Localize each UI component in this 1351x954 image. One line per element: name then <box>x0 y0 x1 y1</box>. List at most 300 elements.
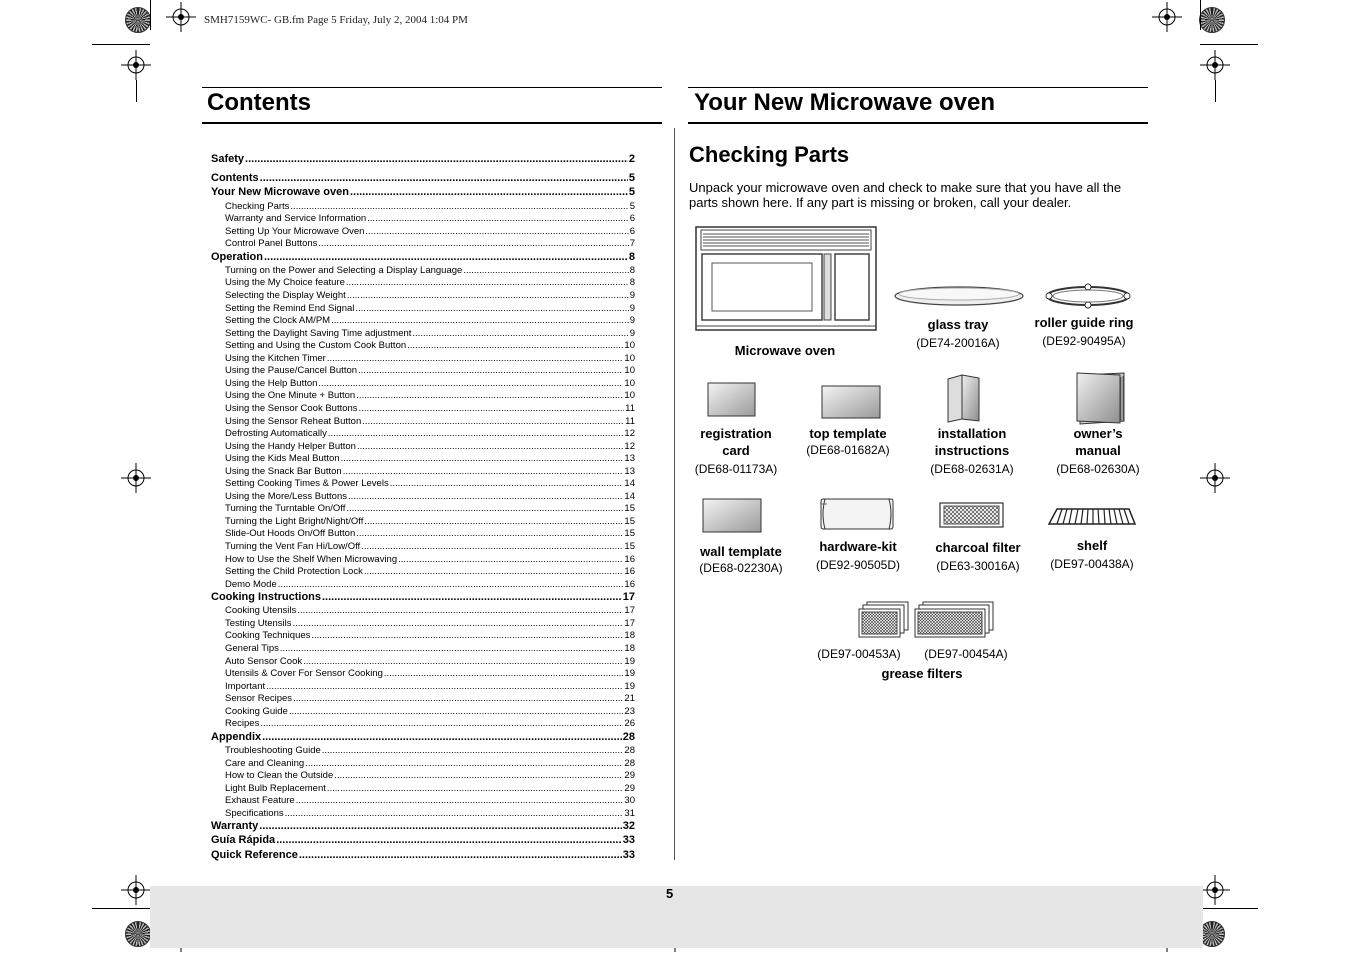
registration-disc <box>125 921 151 947</box>
part-code: (DE68-02631A) <box>930 462 1014 476</box>
shelf-image <box>1047 507 1137 527</box>
toc-entry-page: 10 <box>624 365 635 377</box>
toc-entry-page: 14 <box>624 478 635 490</box>
checking-parts-title: Checking Parts <box>689 142 850 167</box>
part-name: charcoal filter <box>935 540 1021 555</box>
toc-leader-dots <box>322 745 624 756</box>
toc-entry-label: Selecting the Display Weight <box>225 290 346 302</box>
part-code: (DE68-01682A) <box>806 443 890 457</box>
title-rule-top <box>202 87 662 88</box>
toc-leader-dots <box>350 186 628 198</box>
toc-entry-label: Appendix <box>211 730 262 743</box>
toc-entry <box>211 554 635 567</box>
toc-entry-label: Slide-Out Hoods On/Off Button <box>225 528 356 540</box>
top-template-image <box>821 385 882 420</box>
toc-entry <box>211 186 635 200</box>
toc-leader-dots <box>463 265 628 276</box>
part-installation-instructions <box>912 425 1032 477</box>
toc-leader-dots <box>361 541 623 552</box>
toc-entry-page: 9 <box>629 327 635 339</box>
toc-entry-page: 10 <box>624 340 635 352</box>
toc-entry-page: 9 <box>629 315 635 327</box>
toc-entry-label: Using the My Choice feature <box>225 277 345 289</box>
toc-entry-page: 11 <box>625 415 635 427</box>
toc-entry-label: Guía Rápida <box>211 834 276 847</box>
toc-entry-page: 9 <box>629 290 635 302</box>
part-charcoal-filter <box>917 539 1039 574</box>
part-name: owner’s manual <box>1073 426 1123 458</box>
toc-entry <box>211 378 635 391</box>
toc-entry-label: Sensor Recipes <box>225 693 293 705</box>
toc-leader-dots <box>305 758 623 769</box>
toc-entry-label: Cooking Guide <box>225 705 288 717</box>
toc-entry-page: 21 <box>624 693 635 705</box>
toc-entry-page: 8 <box>628 250 635 263</box>
toc-entry-page: 26 <box>624 718 635 730</box>
toc-entry-page: 15 <box>624 540 635 552</box>
toc-entry <box>211 226 635 239</box>
part-wall-template <box>686 543 796 576</box>
toc-entry <box>211 783 635 796</box>
toc-entry-label: Setting the Remind End Signal <box>225 302 355 314</box>
toc-entry-label: Using the Help Button <box>225 377 318 389</box>
toc-leader-dots <box>364 566 624 577</box>
toc-entry <box>211 340 635 353</box>
part-code: (DE97-00453A) <box>817 647 901 661</box>
toc-entry-page: 28 <box>624 745 635 756</box>
toc-leader-dots <box>347 290 629 301</box>
toc-entry <box>211 643 635 656</box>
toc-leader-dots <box>327 353 624 364</box>
toc-entry-label: Setting Cooking Times & Power Levels <box>225 478 389 490</box>
toc-entry-page: 29 <box>624 770 635 782</box>
toc-entry <box>211 834 635 848</box>
title-rule-bottom <box>202 122 662 124</box>
registration-disc <box>125 7 151 33</box>
hardware-kit-image <box>819 496 895 532</box>
toc-entry-label: Turning the Light Bright/Night/Off <box>225 515 364 527</box>
title-rule-bottom <box>688 122 1148 124</box>
crosshair-mark <box>1200 50 1230 80</box>
toc-entry-page: 15 <box>624 503 635 515</box>
file-header: SMH7159WC- GB.fm Page 5 Friday, July 2, 2004 1:04 PM <box>204 14 468 26</box>
toc-entry-page: 10 <box>624 377 635 389</box>
toc-entry <box>211 668 635 681</box>
part-name: roller guide ring <box>1034 315 1134 330</box>
part-name: grease filters <box>881 666 963 681</box>
part-code: (DE68-02230A) <box>699 561 783 575</box>
toc-entry-label: Safety <box>211 153 245 165</box>
toc-entry-page: 28 <box>624 757 635 769</box>
part-code: (DE97-00454A) <box>924 647 1008 661</box>
toc-entry-label: Warranty <box>211 820 259 833</box>
toc-entry <box>211 820 635 834</box>
toc-entry <box>211 656 635 669</box>
toc-entry-page: 13 <box>624 453 635 465</box>
toc-entry-label: Important <box>225 680 266 692</box>
toc-entry <box>211 390 635 403</box>
toc-entry-label: Using the More/Less Buttons <box>225 490 347 502</box>
grease-filter-code-b <box>911 646 1021 662</box>
toc-entry <box>211 808 635 821</box>
toc-leader-dots <box>318 238 628 249</box>
toc-entry-page: 17 <box>624 605 635 617</box>
toc-leader-dots <box>262 731 622 743</box>
toc-leader-dots <box>293 618 624 629</box>
part-name: installation instructions <box>934 426 1010 458</box>
toc-entry-label: Using the Kitchen Timer <box>225 352 326 364</box>
toc-leader-dots <box>259 820 621 832</box>
toc-entry-page: 31 <box>624 807 635 819</box>
crop-line <box>136 80 137 102</box>
toc-leader-dots <box>289 706 624 717</box>
toc-entry <box>211 491 635 504</box>
grease-filter-code-a <box>804 646 914 662</box>
toc-entry-label: Testing Utensils <box>225 617 292 629</box>
toc-entry <box>211 566 635 579</box>
toc-leader-dots <box>296 795 624 806</box>
toc-entry <box>211 277 635 290</box>
toc-leader-dots <box>245 153 628 165</box>
page-number: 5 <box>666 886 674 901</box>
toc-leader-dots <box>297 605 623 616</box>
crop-line <box>150 0 151 30</box>
toc-leader-dots <box>322 591 622 603</box>
toc-entry-label: Specifications <box>225 807 284 819</box>
toc-entry-page: 33 <box>622 834 635 847</box>
toc-entry <box>211 516 635 529</box>
part-shelf <box>1036 537 1148 572</box>
toc-leader-dots <box>412 328 628 339</box>
toc-entry-page: 10 <box>624 352 635 364</box>
toc-entry <box>211 365 635 378</box>
toc-entry <box>211 618 635 631</box>
column-divider <box>674 128 675 860</box>
part-code: (DE74-20016A) <box>916 336 1000 350</box>
toc-entry-label: Turning the Vent Fan Hi/Low/Off <box>225 540 361 552</box>
crop-line <box>92 44 150 45</box>
toc-entry-label: Auto Sensor Cook <box>225 655 303 667</box>
toc-leader-dots <box>290 201 628 212</box>
toc-entry-page: 13 <box>624 465 635 477</box>
toc-entry-label: How to Use the Shelf When Microwaving <box>225 553 398 565</box>
part-code: (DE68-02630A) <box>1056 462 1140 476</box>
part-name: registration card <box>700 426 772 458</box>
toc-entry-label: Demo Mode <box>225 578 277 590</box>
toc-entry-page: 23 <box>624 705 635 717</box>
toc-entry-label: Control Panel Buttons <box>225 238 318 250</box>
part-roller-guide-ring <box>1024 314 1144 349</box>
toc-entry-label: Turning on the Power and Selecting a Display Language <box>225 264 463 276</box>
toc-entry <box>211 213 635 226</box>
toc-entry-page: 12 <box>624 428 635 440</box>
part-code: (DE68-01173A) <box>694 462 778 476</box>
toc-entry <box>211 251 635 265</box>
toc-entry-page: 19 <box>624 680 635 692</box>
part-code: (DE92-90495A) <box>1042 334 1126 348</box>
toc-entry-page: 5 <box>629 200 635 212</box>
toc-entry-page: 19 <box>624 655 635 667</box>
toc-entry <box>211 541 635 554</box>
toc-entry-label: Setting the Child Protection Lock <box>225 566 363 578</box>
toc-entry-page: 7 <box>629 238 635 250</box>
toc-entry-label: Exhaust Feature <box>225 795 295 807</box>
toc-entry-label: How to Clean the Outside <box>225 770 334 782</box>
toc-leader-dots <box>341 453 624 464</box>
toc-entry <box>211 605 635 618</box>
toc-leader-dots <box>359 403 625 414</box>
toc-leader-dots <box>311 630 623 641</box>
part-name: glass tray <box>927 317 989 332</box>
toc-entry <box>211 353 635 366</box>
part-grease-filters <box>862 665 982 682</box>
toc-leader-dots <box>278 579 624 590</box>
toc-entry-label: Using the One Minute + Button <box>225 390 356 402</box>
contents-title: Contents <box>207 89 311 116</box>
toc-entry-page: 16 <box>624 566 635 578</box>
part-microwave-oven <box>715 342 855 359</box>
toc-entry <box>211 153 635 167</box>
toc-leader-dots <box>356 528 623 539</box>
toc-leader-dots <box>358 365 623 376</box>
toc-entry-page: 29 <box>624 782 635 794</box>
toc-entry-label: Defrosting Automatically <box>225 428 327 440</box>
grease-filter-large-image <box>913 601 995 639</box>
part-name: top template <box>809 426 887 441</box>
toc-leader-dots <box>285 808 624 819</box>
toc-entry-page: 9 <box>629 302 635 314</box>
toc-entry-page: 32 <box>622 820 635 833</box>
toc-entry-label: Warranty and Service Information <box>225 213 367 225</box>
registration-disc <box>1199 7 1225 33</box>
toc-entry-label: Contents <box>211 172 259 185</box>
toc-entry-label: Cooking Utensils <box>225 605 297 617</box>
toc-leader-dots <box>327 783 624 794</box>
crosshair-mark <box>121 875 151 905</box>
toc-entry-page: 15 <box>624 515 635 527</box>
toc-leader-dots <box>390 478 624 489</box>
part-glass-tray <box>898 316 1018 351</box>
toc-leader-dots <box>367 213 629 224</box>
title-rule-top <box>688 87 1148 88</box>
toc-entry <box>211 718 635 731</box>
crop-line <box>1200 44 1258 45</box>
toc-leader-dots <box>348 491 623 502</box>
crop-line <box>92 908 150 909</box>
toc-entry-label: Using the Pause/Cancel Button <box>225 365 358 377</box>
toc-leader-dots <box>318 378 623 389</box>
toc-entry <box>211 731 635 745</box>
toc-entry <box>211 441 635 454</box>
owners-manual-image <box>1074 371 1128 426</box>
toc-leader-dots <box>299 849 622 861</box>
crop-line <box>1215 80 1216 102</box>
toc-leader-dots <box>343 466 624 477</box>
toc-entry <box>211 849 635 863</box>
toc-leader-dots <box>407 340 623 351</box>
toc-leader-dots <box>365 226 628 237</box>
toc-entry-page: 8 <box>629 277 635 289</box>
microwave-oven-image <box>695 226 877 332</box>
section-title: Your New Microwave oven <box>694 89 995 116</box>
toc-entry-page: 5 <box>628 172 635 185</box>
toc-entry <box>211 315 635 328</box>
toc-entry-label: Setting the Clock AM/PM <box>225 315 331 327</box>
part-code: (DE63-30016A) <box>936 559 1020 573</box>
toc-leader-dots <box>357 441 623 452</box>
toc-leader-dots <box>266 681 623 692</box>
toc-entry-label: Using the Snack Bar Button <box>225 465 342 477</box>
part-owners-manual <box>1040 425 1156 477</box>
toc-leader-dots <box>356 390 623 401</box>
wall-template-image <box>702 498 763 534</box>
toc-entry-page: 5 <box>628 186 635 199</box>
toc-entry <box>211 201 635 214</box>
crosshair-mark <box>121 50 151 80</box>
toc-leader-dots <box>328 428 624 439</box>
registration-card-image <box>707 382 757 418</box>
toc-leader-dots <box>362 416 624 427</box>
toc-entry <box>211 453 635 466</box>
toc-entry <box>211 795 635 808</box>
toc-entry-page: 16 <box>624 578 635 590</box>
toc-leader-dots <box>355 303 628 314</box>
part-name: Microwave oven <box>734 343 836 358</box>
toc-entry-page: 2 <box>628 153 635 165</box>
toc-leader-dots <box>331 315 629 326</box>
toc-entry-page: 12 <box>624 440 635 452</box>
installation-instructions-image <box>946 373 982 423</box>
crop-line <box>1200 908 1258 909</box>
toc-entry <box>211 706 635 719</box>
toc-leader-dots <box>334 770 623 781</box>
toc-entry-page: 18 <box>624 642 635 654</box>
toc-entry-page: 14 <box>624 490 635 502</box>
toc-entry-page: 30 <box>624 795 635 807</box>
toc-entry <box>211 328 635 341</box>
crosshair-mark <box>1152 2 1182 32</box>
toc-entry <box>211 591 635 605</box>
toc-entry <box>211 503 635 516</box>
toc-leader-dots <box>346 277 629 288</box>
toc-entry-page: 18 <box>624 630 635 642</box>
toc-leader-dots <box>303 656 623 667</box>
toc-leader-dots <box>293 693 623 704</box>
toc-entry <box>211 478 635 491</box>
toc-entry <box>211 403 635 416</box>
grease-filter-small-image <box>857 601 910 639</box>
toc-entry-label: Care and Cleaning <box>225 757 305 769</box>
crosshair-mark <box>1200 463 1230 493</box>
toc-entry-label: Your New Microwave oven <box>211 186 349 199</box>
checking-parts-intro: Unpack your microwave oven and check to make sure that you have all the parts shown here. If any part is missing or broken, call your dealer. <box>689 180 1122 210</box>
glass-tray-image <box>893 285 1025 307</box>
toc-entry-page: 33 <box>622 848 635 861</box>
toc-leader-dots <box>276 834 622 846</box>
toc-entry <box>211 265 635 278</box>
toc-entry <box>211 630 635 643</box>
crosshair-mark <box>121 463 151 493</box>
toc-entry <box>211 466 635 479</box>
toc-entry <box>211 303 635 316</box>
toc-entry <box>211 172 635 186</box>
toc-entry-label: Using the Kids Meal Button <box>225 453 340 465</box>
toc-entry-page: 6 <box>629 225 635 237</box>
toc-leader-dots <box>364 516 623 527</box>
toc-entry <box>211 745 635 758</box>
charcoal-filter-image <box>939 502 1005 529</box>
toc-entry <box>211 528 635 541</box>
toc-leader-dots <box>260 172 628 184</box>
crop-line <box>1200 0 1201 30</box>
toc-entry <box>211 770 635 783</box>
toc-entry <box>211 681 635 694</box>
toc-leader-dots <box>280 643 624 654</box>
part-name: wall template <box>700 544 782 559</box>
toc-entry-page: 17 <box>622 591 635 604</box>
toc-entry-page: 8 <box>629 264 635 276</box>
toc-leader-dots <box>260 718 623 729</box>
part-name: hardware-kit <box>819 539 897 554</box>
toc-entry-page: 28 <box>622 730 635 743</box>
toc-entry-label: Setting Up Your Microwave Oven <box>225 225 365 237</box>
toc-entry-label: Checking Parts <box>225 200 290 212</box>
toc-entry-page: 17 <box>624 617 635 629</box>
toc-entry-label: Utensils & Cover For Sensor Cooking <box>225 668 383 680</box>
part-registration-card <box>680 425 792 477</box>
toc-entry-label: Setting the Daylight Saving Time adjustment <box>225 327 412 339</box>
toc-entry-label: Using the Handy Helper Button <box>225 440 356 452</box>
part-top-template <box>793 425 903 458</box>
toc-leader-dots <box>264 251 628 263</box>
toc-leader-dots <box>398 554 623 565</box>
toc-entry-label: Using the Sensor Reheat Button <box>225 415 362 427</box>
crosshair-mark <box>166 2 196 32</box>
toc-entry-label: Using the Sensor Cook Buttons <box>225 402 358 414</box>
toc-entry-page: 15 <box>624 528 635 540</box>
toc-entry-page: 10 <box>624 390 635 402</box>
toc-entry <box>211 428 635 441</box>
toc-entry-label: Troubleshooting Guide <box>225 745 321 756</box>
toc-entry-label: Turning the Turntable On/Off <box>225 503 346 515</box>
toc-entry-label: Cooking Techniques <box>225 630 311 642</box>
toc-entry-label: Setting and Using the Custom Cook Button <box>225 340 407 352</box>
toc-entry <box>211 693 635 706</box>
part-code: (DE97-00438A) <box>1050 557 1134 571</box>
toc-entry <box>211 579 635 592</box>
toc-leader-dots <box>384 668 624 679</box>
toc-entry <box>211 238 635 251</box>
roller-guide-ring-image <box>1044 283 1132 309</box>
crosshair-mark <box>1200 875 1230 905</box>
toc-entry-label: Light Bulb Replacement <box>225 782 326 794</box>
toc-entry-page: 19 <box>624 668 635 680</box>
part-name: shelf <box>1076 538 1108 553</box>
footer-band <box>150 886 1203 948</box>
toc-entry-page: 6 <box>629 213 635 225</box>
table-of-contents <box>211 153 635 863</box>
toc-entry-label: General Tips <box>225 642 279 654</box>
toc-entry-label: Quick Reference <box>211 848 298 861</box>
toc-entry-label: Cooking Instructions <box>211 591 321 604</box>
toc-entry <box>211 758 635 771</box>
toc-entry-page: 16 <box>624 553 635 565</box>
toc-entry <box>211 416 635 429</box>
toc-entry-label: Recipes <box>225 718 260 730</box>
toc-entry <box>211 290 635 303</box>
toc-leader-dots <box>346 503 623 514</box>
part-code: (DE92-90505D) <box>815 558 901 572</box>
